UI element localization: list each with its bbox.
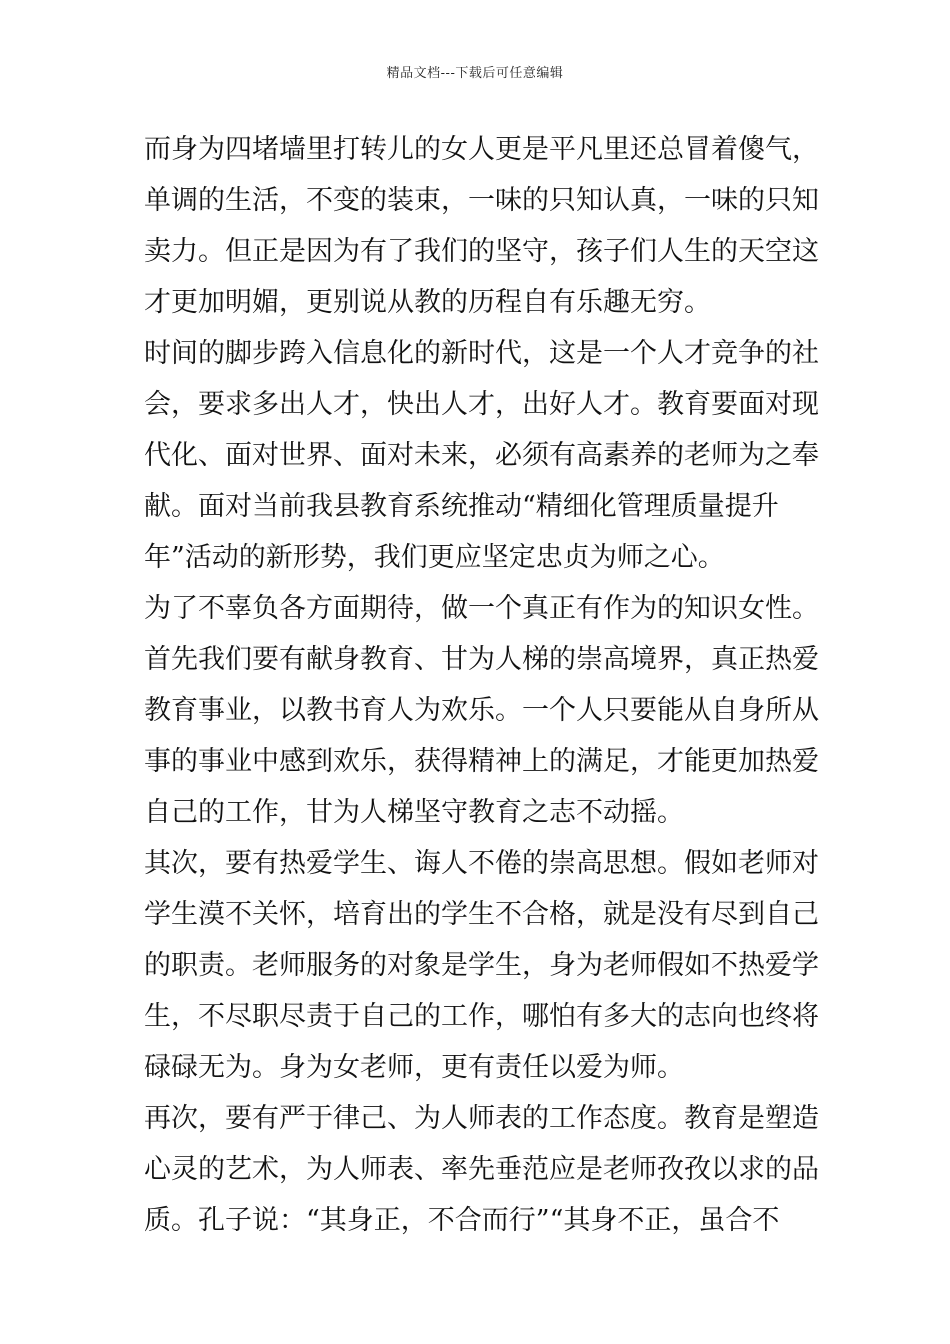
text-line: 事的事业中感到欢乐，获得精神上的满足，才能更加热爱 bbox=[144, 746, 819, 777]
text-line: 心灵的艺术，为人师表、率先垂范应是老师孜孜以求的品 bbox=[144, 1154, 819, 1185]
text-line: 碌碌无为。身为女老师，更有责任以爱为师。 bbox=[144, 1052, 684, 1083]
text-line: 首先我们要有献身教育、甘为人梯的崇高境界，真正热爱 bbox=[144, 644, 819, 675]
text-line: 其次，要有热爱学生、诲人不倦的崇高思想。假如老师对 bbox=[144, 848, 819, 879]
text-line: 质。孔子说：“其身正，不合而行”“其身不正，虽合不 bbox=[144, 1205, 780, 1236]
page-header: 精品文档---下载后可任意编辑 bbox=[386, 66, 564, 81]
document-body bbox=[144, 124, 819, 1246]
text-line: 而身为四堵墙里打转儿的女人更是平凡里还总冒着傻气， bbox=[144, 134, 819, 165]
text-line: 教育事业，以教书育人为欢乐。一个人只要能从自身所从 bbox=[144, 695, 819, 726]
text-line: 自己的工作，甘为人梯坚守教育之志不动摇。 bbox=[144, 797, 684, 828]
text-line: 才更加明媚，更别说从教的历程自有乐趣无穷。 bbox=[144, 287, 711, 318]
text-line: 卖力。但正是因为有了我们的坚守，孩子们人生的天空这 bbox=[144, 236, 819, 267]
text-line: 代化、面对世界、面对未来，必须有高素养的老师为之奉 bbox=[144, 440, 819, 471]
text-line: 的职责。老师服务的对象是学生，身为老师假如不热爱学 bbox=[144, 950, 819, 981]
text-line: 时间的脚步跨入信息化的新时代，这是一个人才竞争的社 bbox=[144, 338, 819, 369]
text-line: 生，不尽职尽责于自己的工作，哪怕有多大的志向也终将 bbox=[144, 1001, 819, 1032]
text-line: 再次，要有严于律己、为人师表的工作态度。教育是塑造 bbox=[144, 1103, 819, 1134]
text-line: 为了不辜负各方面期待，做一个真正有作为的知识女性。 bbox=[144, 593, 819, 624]
text-line: 会，要求多出人才，快出人才，出好人才。教育要面对现 bbox=[144, 389, 819, 420]
text-line: 年”活动的新形势，我们更应坚定忠贞为师之心。 bbox=[144, 542, 725, 573]
text-line: 献。面对当前我县教育系统推动“精细化管理质量提升 bbox=[144, 491, 779, 522]
text-line: 学生漠不关怀，培育出的学生不合格，就是没有尽到自己 bbox=[144, 899, 819, 930]
text-line: 单调的生活，不变的装束，一味的只知认真，一味的只知 bbox=[144, 185, 819, 216]
